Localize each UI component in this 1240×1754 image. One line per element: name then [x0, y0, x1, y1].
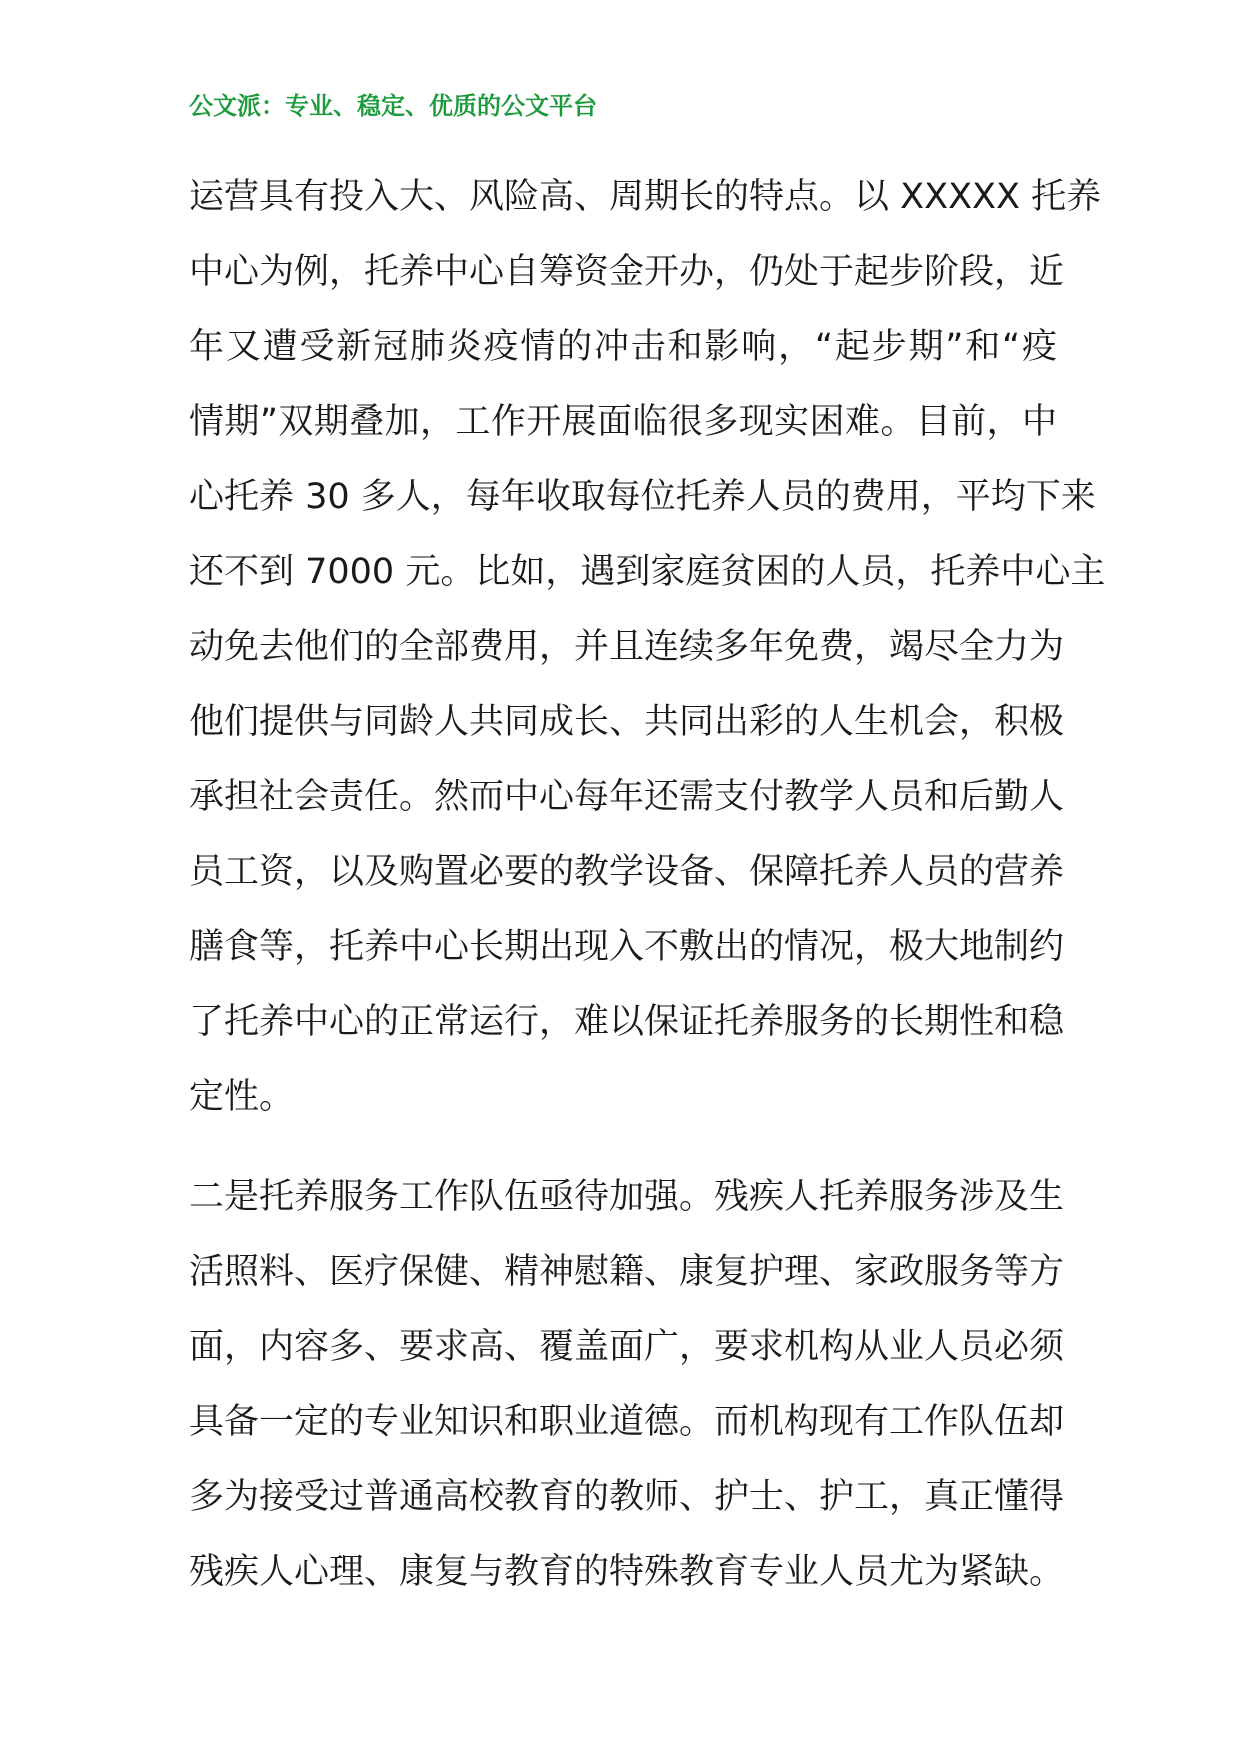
paragraph-line: 动免去他们的全部费用，并且连续多年免费，竭尽全力为	[189, 627, 1065, 667]
paragraph-line: 承担社会责任。然而中心每年还需支付教学人员和后勤人	[189, 777, 1065, 817]
paragraph-line: 员工资，以及购置必要的教学设备、保障托养人员的营养	[189, 852, 1065, 892]
paragraph-line: 运营具有投入大、风险高、周期长的特点。以 XXXXX 托养	[189, 177, 1102, 217]
paragraph-line: 中心为例，托养中心自筹资金开办，仍处于起步阶段，近	[189, 252, 1065, 292]
paragraph-line: 他们提供与同龄人共同成长、共同出彩的人生机会，积极	[189, 702, 1065, 742]
paragraph-line: 了托养中心的正常运行，难以保证托养服务的长期性和稳	[189, 1002, 1065, 1042]
paragraph-line: 具备一定的专业知识和职业道德。而机构现有工作队伍却	[189, 1402, 1065, 1442]
body-paragraph-1	[189, 160, 1106, 1135]
paragraph-line: 还不到 7000 元。比如，遇到家庭贫困的人员，托养中心主	[189, 552, 1106, 592]
paragraph-line: 年又遭受新冠肺炎疫情的冲击和影响，“起步期”和“疫	[189, 327, 1057, 367]
site-header-banner: 公文派：专业、稳定、优质的公文平台	[189, 92, 597, 120]
paragraph-line: 活照料、医疗保健、精神慰籍、康复护理、家政服务等方	[189, 1252, 1065, 1292]
paragraph-line: 心托养 30 多人，每年收取每位托养人员的费用，平均下来	[189, 477, 1096, 517]
body-paragraph-2	[189, 1160, 1065, 1610]
paragraph-line: 面，内容多、要求高、覆盖面广，要求机构从业人员必须	[189, 1327, 1065, 1367]
paragraph-line: 情期”双期叠加，工作开展面临很多现实困难。目前，中	[189, 402, 1057, 442]
paragraph-line: 膳食等，托养中心长期出现入不敷出的情况，极大地制约	[189, 927, 1065, 967]
paragraph-line: 残疾人心理、康复与教育的特殊教育专业人员尤为紧缺。	[189, 1552, 1065, 1592]
paragraph-line: 定性。	[189, 1077, 295, 1117]
paragraph-line: 多为接受过普通高校教育的教师、护士、护工，真正懂得	[189, 1477, 1065, 1517]
paragraph-line: 二是托养服务工作队伍亟待加强。残疾人托养服务涉及生	[189, 1177, 1065, 1217]
